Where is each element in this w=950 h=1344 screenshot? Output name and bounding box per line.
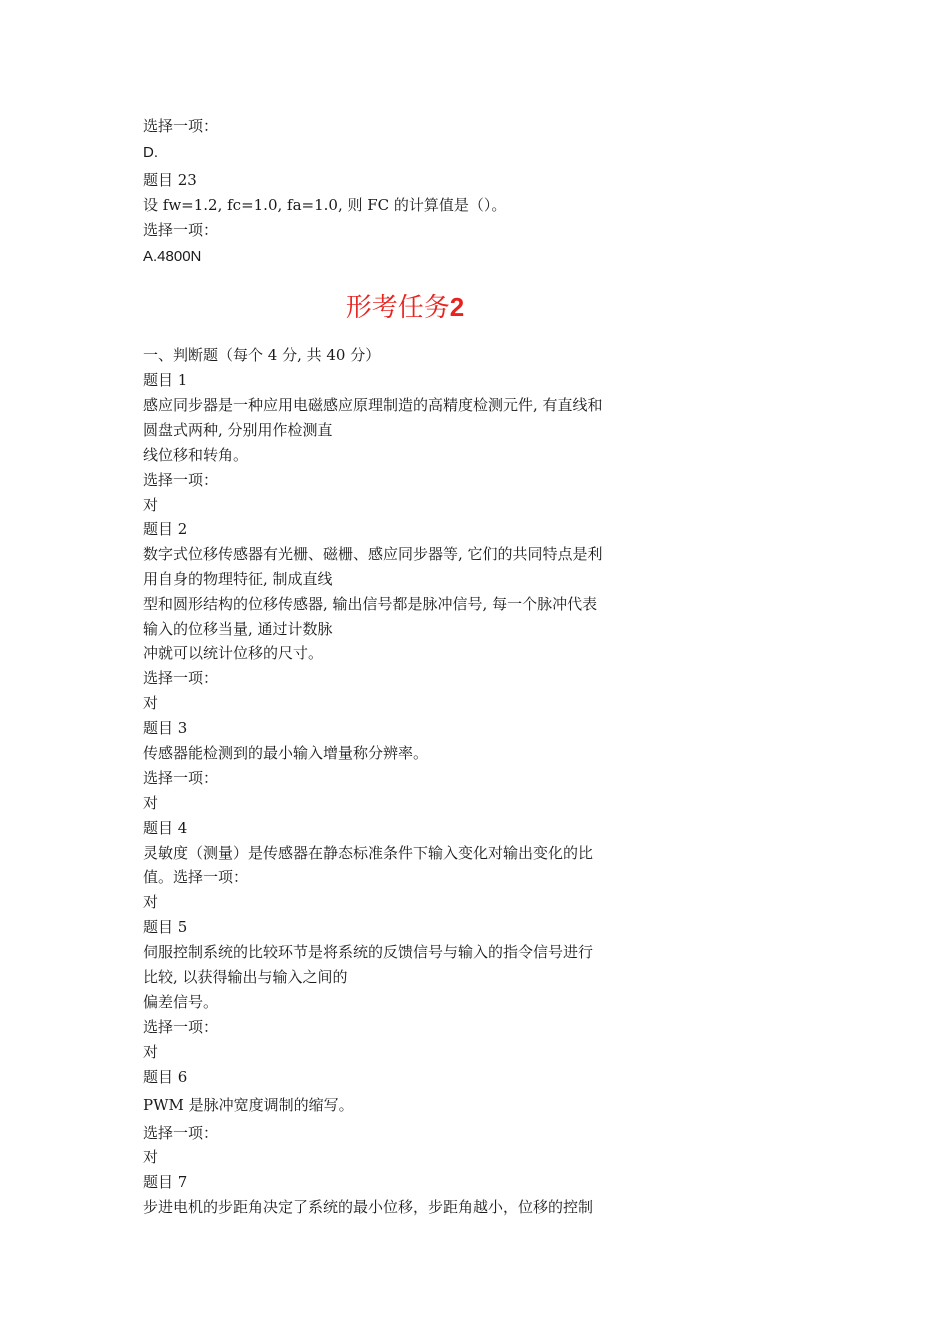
section-title-text: 形考任务	[345, 293, 450, 323]
choose-one-label: 选择一项：	[143, 769, 219, 787]
question-number: 题目 5	[143, 918, 188, 936]
question-text: 用自身的物理特征, 制成直线	[143, 570, 333, 588]
question-number: 题目 3	[143, 719, 188, 737]
choose-one-label: 选择一项：	[143, 117, 219, 135]
question-number: 题目 1	[143, 371, 188, 389]
section-title	[0, 290, 810, 325]
section-title-number: 2	[449, 292, 465, 322]
question-text: 比较, 以获得输出与输入之间的	[143, 968, 348, 986]
section-heading: 一、判断题（每个 4 分, 共 40 分）	[143, 346, 381, 364]
question-text: 传感器能检测到的最小输入增量称分辨率。	[143, 744, 429, 762]
answer-text: 对	[143, 496, 159, 514]
question-text: 型和圆形结构的位移传感器, 输出信号都是脉冲信号, 每一个脉冲代表	[143, 595, 598, 613]
answer-text: 对	[143, 1043, 159, 1061]
question-text: 步进电机的步距角决定了系统的最小位移，步距角越小，位移的控制	[143, 1198, 594, 1216]
question-text: 输入的位移当量, 通过计数脉	[143, 620, 333, 638]
question-text: 线位移和转角。	[143, 446, 249, 464]
answer-text: 对	[143, 1148, 159, 1166]
answer-text: 对	[143, 794, 159, 812]
question-text: 感应同步器是一种应用电磁感应原理制造的高精度检测元件, 有直线和	[143, 396, 603, 414]
question-number: 题目 4	[143, 819, 188, 837]
question-number: 题目 7	[143, 1173, 188, 1191]
question-text: 数字式位移传感器有光栅、磁栅、感应同步器等, 它们的共同特点是利	[143, 545, 603, 563]
question-text: 偏差信号。	[143, 993, 219, 1011]
answer-option: D.	[143, 144, 158, 161]
question-number: 题目 2	[143, 520, 188, 538]
question-text: 圆盘式两种, 分别用作检测直	[143, 421, 333, 439]
question-text: 值。选择一项：	[143, 868, 249, 886]
answer-text: 对	[143, 694, 159, 712]
question-text: 伺服控制系统的比较环节是将系统的反馈信号与输入的指令信号进行	[143, 943, 594, 961]
answer-option: A.4800N	[143, 248, 202, 265]
choose-one-label: 选择一项：	[143, 669, 219, 687]
answer-text: 对	[143, 893, 159, 911]
question-text: 灵敏度（测量）是传感器在静态标准条件下输入变化对输出变化的比	[143, 844, 594, 862]
choose-one-label: 选择一项：	[143, 1018, 219, 1036]
question-text: PWM 是脉冲宽度调制的缩写。	[143, 1096, 354, 1114]
choose-one-label: 选择一项：	[143, 471, 219, 489]
choose-one-label: 选择一项：	[143, 221, 219, 239]
choose-one-label: 选择一项：	[143, 1124, 219, 1142]
question-number: 题目 23	[143, 171, 197, 189]
question-text: 设 fw=1.2, fc=1.0, fa=1.0, 则 FC 的计算值是（）。	[143, 196, 507, 214]
question-number: 题目 6	[143, 1068, 188, 1086]
question-text: 冲就可以统计位移的尺寸。	[143, 644, 324, 662]
